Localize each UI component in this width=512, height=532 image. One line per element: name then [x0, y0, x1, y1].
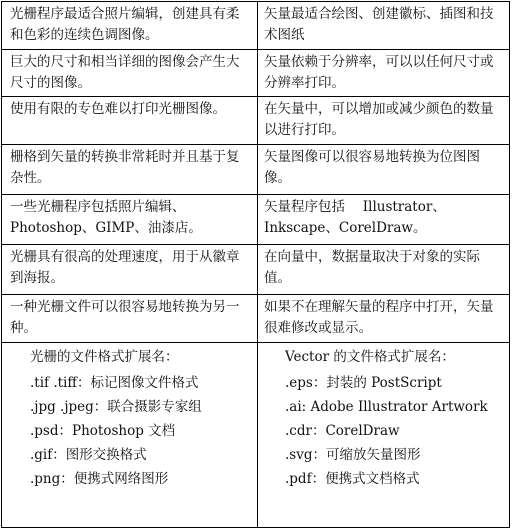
vector-formats: [285, 347, 505, 491]
vector-formats-list: [285, 371, 505, 491]
raster-cell: 一些光栅程序包括照片编辑、Photoshop、GIMP、油漆店。: [10, 199, 202, 236]
raster-cell: 巨大的尺寸和相当详细的图像会产生大尺寸的图像。: [10, 54, 240, 91]
list-item: .png：便携式网络图形: [30, 471, 169, 487]
vector-cell: 在矢量中，可以增加或减少颜色的数量以进行打印。: [264, 101, 494, 138]
table-row: [2, 195, 509, 245]
list-item: .jpg .jpeg：联合摄影专家组: [30, 399, 202, 415]
table-row: [2, 295, 509, 343]
raster-cell: 光栅程序最适合照片编辑，创建具有柔和色彩的连续色调图像。: [10, 6, 240, 43]
list-item: .svg：可缩放矢量图形: [285, 447, 421, 463]
table-row: [2, 2, 509, 50]
vector-formats-title: Vector 的文件格式扩展名：: [285, 349, 455, 365]
raster-formats-title: 光栅的文件格式扩展名：: [30, 349, 179, 365]
list-item: .gif：图形交换格式: [30, 447, 147, 463]
vector-cell: 矢量图像可以很容易地转换为位图图像。: [264, 149, 480, 186]
raster-cell: 光栅具有很高的处理速度，用于从徽章到海报。: [10, 249, 240, 286]
raster-cell: 一种光栅文件可以很容易地转换为另一种。: [10, 299, 240, 336]
list-item: .psd：Photoshop 文档: [30, 423, 176, 439]
raster-cell: 使用有限的专色难以打印光栅图像。: [10, 101, 226, 117]
table-row: [2, 245, 509, 295]
list-item: .tif .tiff：标记图像文件格式: [30, 375, 199, 391]
raster-formats: [30, 347, 250, 491]
table-row: [2, 97, 509, 145]
vector-cell: 矢量依赖于分辨率，可以以任何尺寸或分辨率打印。: [264, 54, 494, 91]
vector-cell: 矢量程序包括 Illustrator、Inkscape、CorelDraw。: [264, 199, 446, 236]
list-item: .pdf：便携式文档格式: [285, 471, 420, 487]
list-item: .eps：封装的 PostScript: [285, 375, 442, 391]
list-item: .ai: Adobe Illustrator Artwork: [285, 399, 488, 415]
comparison-table: [1, 1, 510, 528]
raster-formats-list: [30, 371, 250, 491]
vector-cell: 矢量最适合绘图、创建徽标、插图和技术图纸: [264, 6, 494, 43]
vector-cell: 在向量中，数据量取决于对象的实际值。: [264, 249, 480, 286]
table-row: [2, 145, 509, 195]
vector-cell: 如果不在理解矢量的程序中打开，矢量很难修改或显示。: [264, 299, 494, 336]
format-row: [2, 343, 509, 527]
table-row: [2, 50, 509, 97]
list-item: .cdr：CorelDraw: [285, 423, 400, 439]
raster-cell: 栅格到矢量的转换非常耗时并且基于复杂性。: [10, 149, 240, 186]
